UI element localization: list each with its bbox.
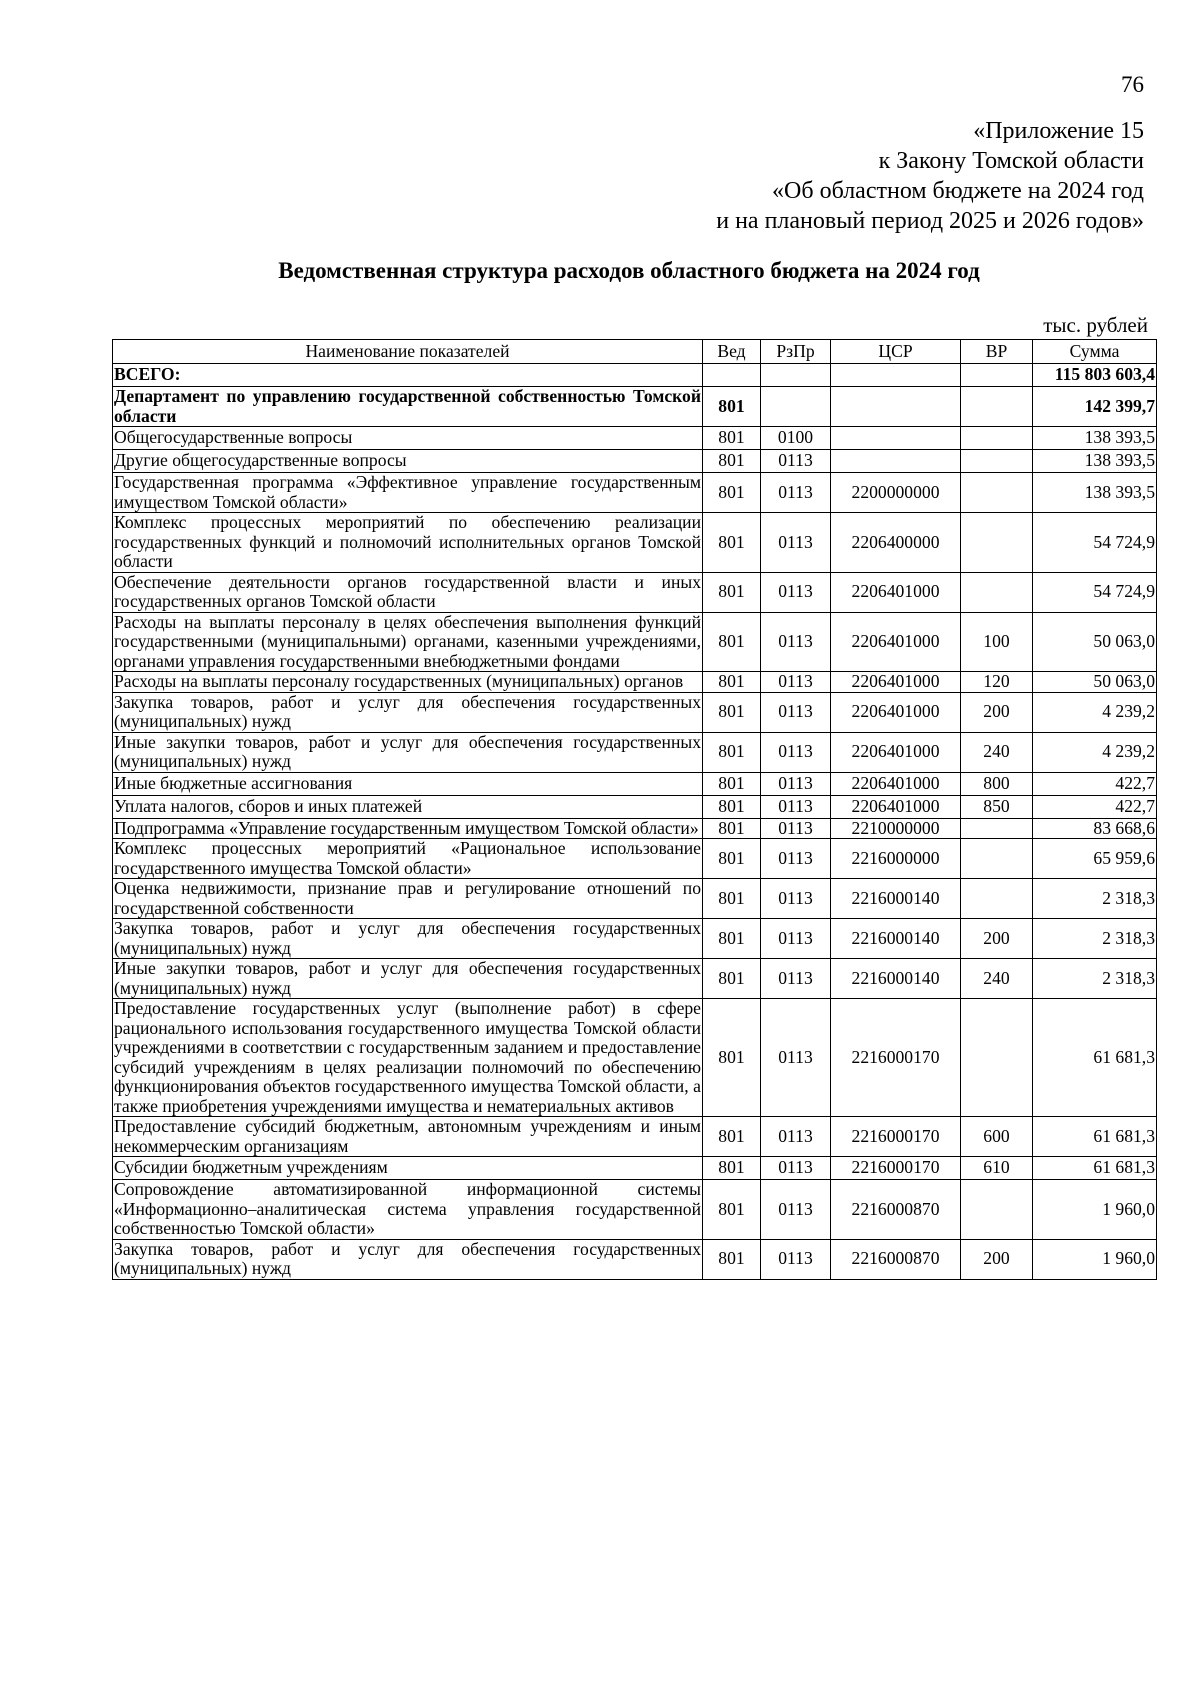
cell-csr — [831, 450, 961, 473]
cell-csr — [831, 387, 961, 427]
header-csr: ЦСР — [831, 340, 961, 364]
cell-vr: 200 — [961, 1239, 1033, 1279]
cell-name: Другие общегосударственные вопросы — [113, 450, 703, 473]
cell-ved: 801 — [703, 612, 761, 672]
cell-name: Оценка недвижимости, признание прав и регулирование отношений по государственной собственности — [114, 878, 701, 918]
cell-ved: 801 — [703, 1239, 761, 1279]
cell-name: Субсидии бюджетным учреждениям — [113, 1157, 703, 1180]
cell-csr — [831, 427, 961, 450]
table-row — [113, 919, 1157, 959]
cell-vr — [961, 364, 1033, 387]
cell-csr: 2216000170 — [831, 999, 961, 1117]
cell-sum: 1 960,0 — [1033, 1239, 1157, 1279]
cell-ved: 801 — [703, 1180, 761, 1240]
cell-csr: 2206401000 — [831, 672, 961, 693]
header-ved: Вед — [703, 340, 761, 364]
cell-rzpr: 0113 — [761, 473, 831, 513]
cell-name: Иные бюджетные ассигнования — [113, 772, 703, 795]
cell-ved: 801 — [703, 427, 761, 450]
cell-csr: 2216000140 — [831, 879, 961, 919]
cell-vr: 610 — [961, 1157, 1033, 1180]
table-row — [113, 672, 1157, 693]
appendix-line: «Приложение 15 — [973, 118, 1144, 144]
cell-vr — [961, 450, 1033, 473]
cell-ved: 801 — [703, 672, 761, 693]
cell-vr — [961, 473, 1033, 513]
cell-csr: 2216000000 — [831, 839, 961, 879]
cell-sum: 50 063,0 — [1033, 672, 1157, 693]
document-title: Ведомственная структура расходов областного бюджета на 2024 год — [278, 258, 980, 283]
cell-rzpr: 0113 — [761, 1157, 831, 1180]
cell-ved: 801 — [703, 473, 761, 513]
table-row — [113, 692, 1157, 732]
cell-vr — [961, 879, 1033, 919]
cell-name: Закупка товаров, работ и услуг для обеспечения государственных (муниципальных) нужд — [114, 918, 701, 958]
table-row — [113, 1180, 1157, 1240]
cell-csr: 2206401000 — [831, 612, 961, 672]
cell-csr: 2210000000 — [831, 818, 961, 839]
cell-rzpr — [761, 387, 831, 427]
cell-sum: 1 960,0 — [1033, 1180, 1157, 1240]
table-row — [113, 795, 1157, 818]
cell-sum: 61 681,3 — [1033, 999, 1157, 1117]
cell-csr: 2206400000 — [831, 513, 961, 573]
cell-sum: 422,7 — [1033, 795, 1157, 818]
header-rzpr: РзПр — [761, 340, 831, 364]
cell-name: Комплекс процессных мероприятий «Рациональное использование государственного имущества Томской области» — [114, 838, 701, 878]
cell-rzpr: 0113 — [761, 572, 831, 612]
cell-vr: 200 — [961, 919, 1033, 959]
cell-rzpr: 0113 — [761, 672, 831, 693]
cell-ved: 801 — [703, 692, 761, 732]
cell-vr — [961, 572, 1033, 612]
table-row — [113, 473, 1157, 513]
cell-rzpr: 0113 — [761, 795, 831, 818]
cell-rzpr: 0113 — [761, 513, 831, 573]
cell-name: Уплата налогов, сборов и иных платежей — [113, 795, 703, 818]
cell-rzpr: 0113 — [761, 612, 831, 672]
cell-ved: 801 — [703, 959, 761, 999]
cell-ved: 801 — [703, 513, 761, 573]
cell-name: Расходы на выплаты персоналу в целях обеспечения выполнения функций государственными (муниципальными) органами, казенными учреждениями, органами управления государственными внебюджетными фондами — [114, 612, 701, 671]
cell-csr: 2216000140 — [831, 919, 961, 959]
table-row — [113, 879, 1157, 919]
cell-vr — [961, 427, 1033, 450]
cell-vr: 100 — [961, 612, 1033, 672]
cell-sum: 54 724,9 — [1033, 572, 1157, 612]
cell-csr: 2200000000 — [831, 473, 961, 513]
table-row — [113, 1239, 1157, 1279]
cell-rzpr: 0113 — [761, 919, 831, 959]
cell-csr: 2206401000 — [831, 772, 961, 795]
table-row — [113, 818, 1157, 839]
cell-rzpr: 0113 — [761, 732, 831, 772]
cell-name: Закупка товаров, работ и услуг для обеспечения государственных (муниципальных) нужд — [114, 1239, 701, 1278]
cell-sum: 2 318,3 — [1033, 879, 1157, 919]
cell-ved: 801 — [703, 1157, 761, 1180]
table-row — [113, 513, 1157, 573]
units-label: тыс. рублей — [1043, 313, 1148, 337]
cell-sum: 65 959,6 — [1033, 839, 1157, 879]
cell-ved: 801 — [703, 919, 761, 959]
cell-rzpr: 0113 — [761, 450, 831, 473]
cell-sum: 61 681,3 — [1033, 1117, 1157, 1157]
appendix-line: и на плановый период 2025 и 2026 годов» — [716, 208, 1144, 234]
cell-name: Подпрограмма «Управление государственным имуществом Томской области» — [113, 818, 703, 839]
page-number: 76 — [1121, 72, 1144, 97]
cell-name: Департамент по управлению государственной собственностью Томской области — [114, 386, 701, 426]
cell-sum: 2 318,3 — [1033, 959, 1157, 999]
cell-ved: 801 — [703, 1117, 761, 1157]
cell-sum: 142 399,7 — [1033, 387, 1157, 427]
cell-csr: 2216000140 — [831, 959, 961, 999]
cell-ved: 801 — [703, 572, 761, 612]
cell-vr: 200 — [961, 692, 1033, 732]
header-sum: Сумма — [1033, 340, 1157, 364]
cell-vr — [961, 999, 1033, 1117]
budget-table — [112, 339, 1157, 1280]
appendix-header — [716, 116, 1144, 236]
cell-vr: 240 — [961, 732, 1033, 772]
cell-name: ВСЕГО: — [113, 364, 703, 387]
cell-name: Комплекс процессных мероприятий по обеспечению реализации государственных функций и полномочий исполнительных органов Томской области — [114, 512, 701, 571]
cell-csr: 2206401000 — [831, 572, 961, 612]
cell-name: Расходы на выплаты персоналу государственных (муниципальных) органов — [113, 672, 703, 693]
cell-rzpr: 0113 — [761, 1239, 831, 1279]
table-row — [113, 450, 1157, 473]
table-row — [113, 959, 1157, 999]
cell-vr — [961, 818, 1033, 839]
cell-name: Предоставление государственных услуг (выполнение работ) в сфере рационального использования государственного имущества Томской области учреждениями в соответствии с государственным заданием и предоставление субсидий учреждениям в целях реализации полномочий по обеспечению функционирования объектов государственного имущества Томской области, а также приобретения учреждениями имущества и нематериальных активов — [114, 998, 701, 1116]
cell-sum: 2 318,3 — [1033, 919, 1157, 959]
cell-sum: 4 239,2 — [1033, 692, 1157, 732]
table-row — [113, 364, 1157, 387]
table-row — [113, 1117, 1157, 1157]
cell-sum: 115 803 603,4 — [1033, 364, 1157, 387]
cell-ved: 801 — [703, 732, 761, 772]
cell-csr — [831, 364, 961, 387]
cell-sum: 54 724,9 — [1033, 513, 1157, 573]
cell-ved — [703, 364, 761, 387]
cell-ved: 801 — [703, 450, 761, 473]
cell-vr — [961, 839, 1033, 879]
cell-rzpr: 0113 — [761, 1117, 831, 1157]
cell-rzpr: 0113 — [761, 772, 831, 795]
cell-vr — [961, 1180, 1033, 1240]
cell-rzpr: 0113 — [761, 818, 831, 839]
header-name: Наименование показателей — [113, 340, 703, 364]
cell-ved: 801 — [703, 387, 761, 427]
cell-csr: 2216000870 — [831, 1180, 961, 1240]
cell-ved: 801 — [703, 999, 761, 1117]
cell-rzpr: 0113 — [761, 999, 831, 1117]
cell-sum: 422,7 — [1033, 772, 1157, 795]
cell-csr: 2216000170 — [831, 1157, 961, 1180]
table-row — [113, 572, 1157, 612]
cell-sum: 138 393,5 — [1033, 450, 1157, 473]
cell-csr: 2206401000 — [831, 692, 961, 732]
table-row — [113, 612, 1157, 672]
cell-sum: 61 681,3 — [1033, 1157, 1157, 1180]
appendix-line: «Об областном бюджете на 2024 год — [772, 178, 1144, 204]
cell-name: Государственная программа «Эффективное управление государственным имуществом Томской области» — [114, 472, 701, 512]
cell-vr: 120 — [961, 672, 1033, 693]
cell-name: Иные закупки товаров, работ и услуг для обеспечения государственных (муниципальных) нужд — [114, 732, 701, 771]
cell-ved: 801 — [703, 879, 761, 919]
cell-ved: 801 — [703, 795, 761, 818]
cell-rzpr: 0113 — [761, 879, 831, 919]
cell-sum: 4 239,2 — [1033, 732, 1157, 772]
cell-csr: 2216000870 — [831, 1239, 961, 1279]
cell-name: Обеспечение деятельности органов государственной власти и иных государственных органов Томской области — [114, 572, 701, 611]
cell-rzpr: 0113 — [761, 1180, 831, 1240]
cell-ved: 801 — [703, 818, 761, 839]
table-header-row — [113, 340, 1157, 364]
cell-vr: 800 — [961, 772, 1033, 795]
cell-vr: 600 — [961, 1117, 1033, 1157]
cell-rzpr — [761, 364, 831, 387]
cell-rzpr: 0100 — [761, 427, 831, 450]
cell-sum: 138 393,5 — [1033, 427, 1157, 450]
table-row — [113, 839, 1157, 879]
cell-sum: 50 063,0 — [1033, 612, 1157, 672]
cell-ved: 801 — [703, 772, 761, 795]
cell-csr: 2216000170 — [831, 1117, 961, 1157]
cell-name: Закупка товаров, работ и услуг для обеспечения государственных (муниципальных) нужд — [114, 692, 701, 731]
table-row — [113, 387, 1157, 427]
cell-sum: 83 668,6 — [1033, 818, 1157, 839]
cell-name: Общегосударственные вопросы — [113, 427, 703, 450]
table-row — [113, 999, 1157, 1117]
cell-rzpr: 0113 — [761, 692, 831, 732]
table-row — [113, 1157, 1157, 1180]
cell-vr — [961, 513, 1033, 573]
cell-csr: 2206401000 — [831, 795, 961, 818]
table-row — [113, 427, 1157, 450]
cell-vr: 850 — [961, 795, 1033, 818]
cell-vr — [961, 387, 1033, 427]
cell-name: Иные закупки товаров, работ и услуг для обеспечения государственных (муниципальных) нужд — [114, 958, 701, 998]
cell-sum: 138 393,5 — [1033, 473, 1157, 513]
cell-rzpr: 0113 — [761, 839, 831, 879]
cell-csr: 2206401000 — [831, 732, 961, 772]
table-row — [113, 772, 1157, 795]
table-row — [113, 732, 1157, 772]
cell-name: Предоставление субсидий бюджетным, автономным учреждениям и иным некоммерческим организациям — [114, 1116, 701, 1156]
cell-name: Сопровождение автоматизированной информационной системы «Информационно–аналитическая система управления государственной собственностью Томской области» — [114, 1179, 701, 1238]
cell-vr: 240 — [961, 959, 1033, 999]
header-vr: ВР — [961, 340, 1033, 364]
cell-rzpr: 0113 — [761, 959, 831, 999]
cell-ved: 801 — [703, 839, 761, 879]
appendix-line: к Закону Томской области — [878, 148, 1144, 174]
